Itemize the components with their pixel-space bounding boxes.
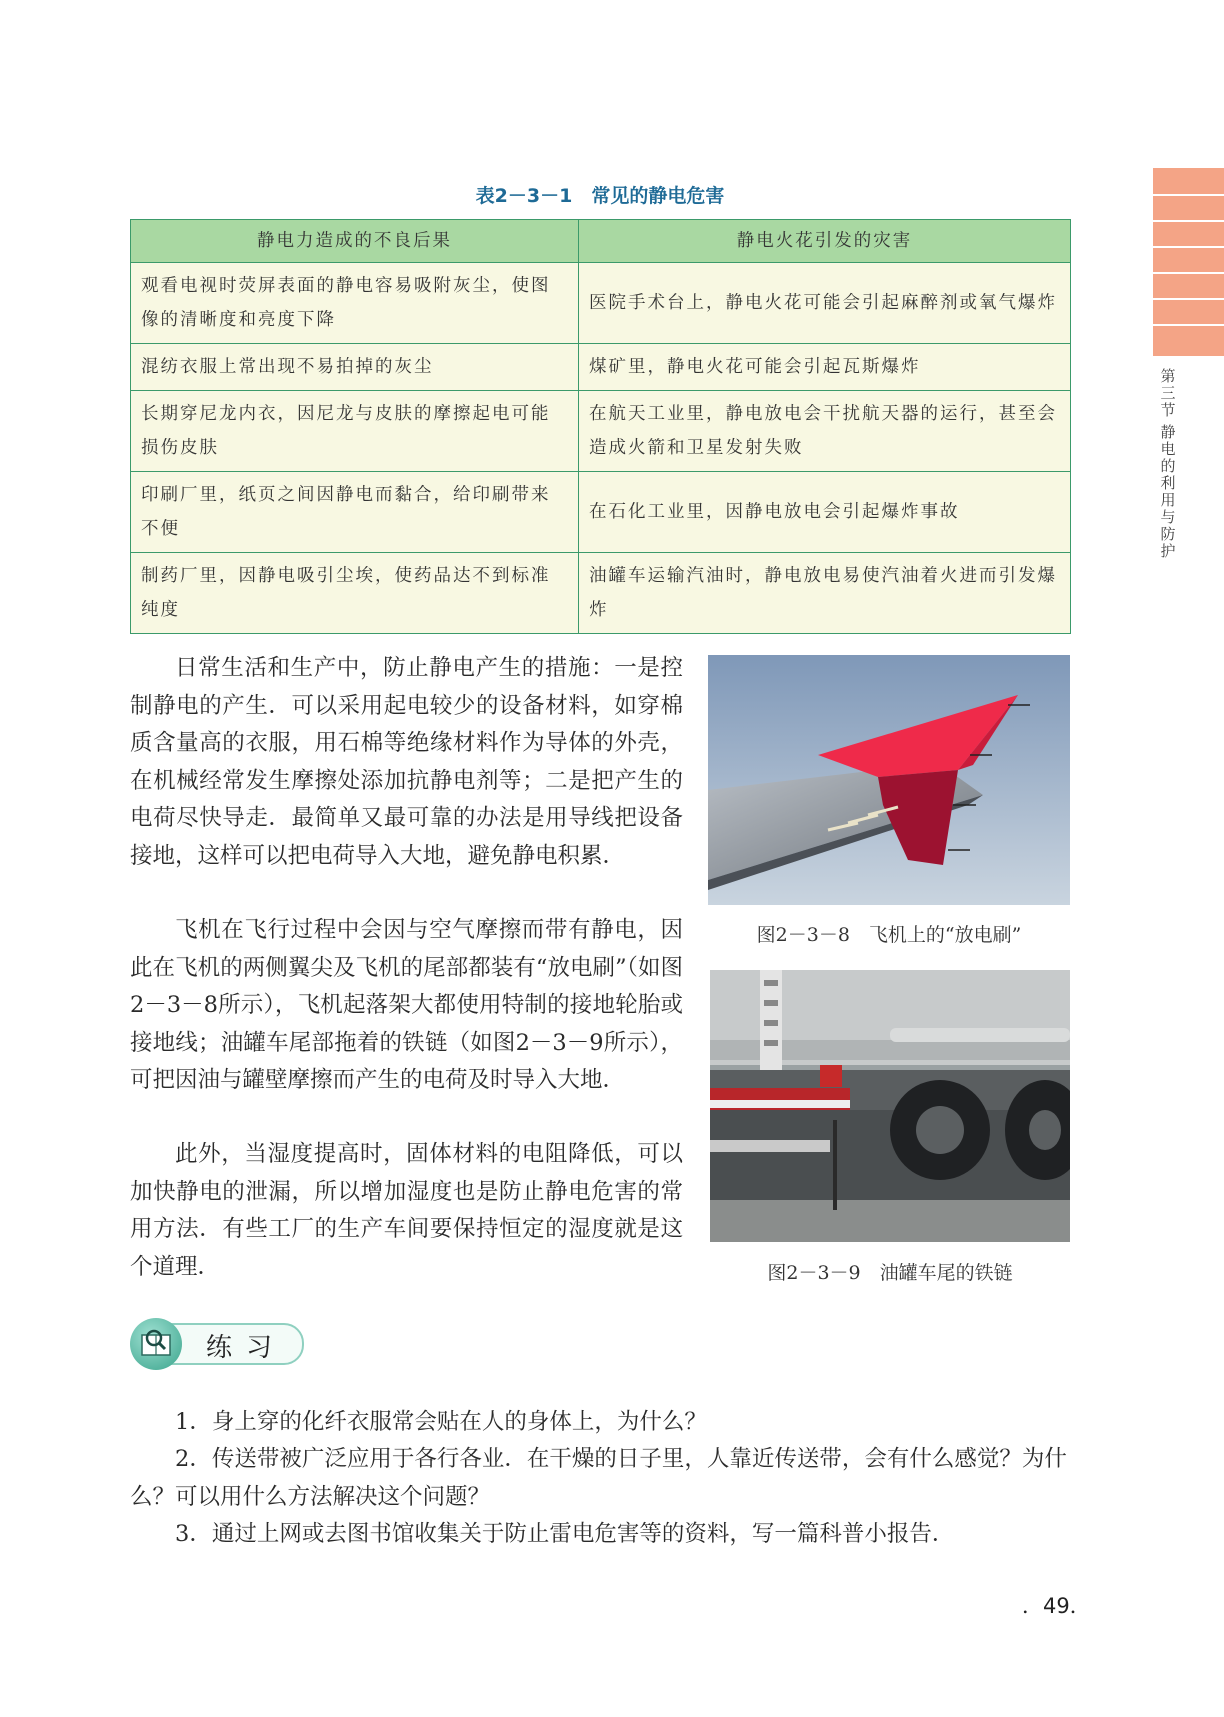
table-header-cell: 静电火花引发的灾害 xyxy=(579,220,1071,263)
paragraph-humidity: 此外，当湿度提高时，固体材料的电阻降低，可以加快静电的泄漏，所以增加湿度也是防止静电危害的常用方法．有些工厂的生产车间要保持恒定的湿度就是这个道理． xyxy=(130,1141,683,1280)
hazard-table xyxy=(130,219,1071,634)
magnifier-book-icon xyxy=(130,1318,182,1370)
exercise-question: 2．传送带被广泛应用于各行各业．在干燥的日子里，人靠近传送带，会有什么感觉？为什么？可以用什么方法解决这个问题？ xyxy=(130,1446,1067,1510)
table-cell: 印刷厂里，纸页之间因静电而黏合，给印刷带来不便 xyxy=(131,472,579,553)
exercise-heading-badge xyxy=(130,1318,302,1368)
table-cell: 油罐车运输汽油时，静电放电易使汽油着火进而引发爆炸 xyxy=(579,553,1071,634)
paragraph-discharge-brush: 飞机在飞行过程中会因与空气摩擦而带有静电，因此在飞机的两侧翼尖及飞机的尾部都装有“放电刷”（如图2－3－8所示），飞机起落架大都使用特制的接地轮胎或接地线；油罐车尾部拖着的铁链（如图2－3－9所示），可把因油与罐壁摩擦而产生的电荷及时导入大地． xyxy=(130,917,683,1093)
exercise-question: 1．身上穿的化纤衣服常会贴在人的身体上，为什么？ xyxy=(175,1409,707,1435)
paragraph-static-prevention: 日常生活和生产中，防止静电产生的措施：一是控制静电的产生．可以采用起电较少的设备材料，如穿棉质含量高的衣服，用石棉等绝缘材料作为导体的外壳，在机械经常发生摩擦处添加抗静电剂等；二是把产生的电荷尽快导走．最简单又最可靠的办法是用导线把设备接地，这样可以把电荷导入大地，避免静电积累． xyxy=(130,655,683,869)
table-cell: 混纺衣服上常出现不易拍掉的灰尘 xyxy=(131,344,579,391)
table-cell: 医院手术台上，静电火花可能会引起麻醉剂或氧气爆炸 xyxy=(579,263,1071,344)
table-caption: 表2－3－1 常见的静电危害 xyxy=(475,185,725,207)
side-chapter-label: 静电的利用与防护 xyxy=(1160,423,1176,560)
exercise-question: 3．通过上网或去图书馆收集关于防止雷电危害等的资料，写一篇科普小报告． xyxy=(175,1521,955,1547)
table-cell: 在石化工业里，因静电放电会引起爆炸事故 xyxy=(579,472,1071,553)
table-header-row xyxy=(131,220,1071,263)
side-section-label: 第三节 xyxy=(1160,367,1176,419)
figure-caption-tanker: 图2－3－9 油罐车尾的铁链 xyxy=(767,1262,1013,1284)
page-number: ．49． xyxy=(1022,1594,1091,1618)
table-cell: 在航天工业里，静电放电会干扰航天器的运行，甚至会造成火箭和卫星发射失败 xyxy=(579,391,1071,472)
table-cell: 长期穿尼龙内衣，因尼龙与皮肤的摩擦起电可能损伤皮肤 xyxy=(131,391,579,472)
table-row xyxy=(131,263,1071,344)
exercise-title: 练习 xyxy=(206,1333,287,1363)
table-row xyxy=(131,553,1071,634)
table-row xyxy=(131,344,1071,391)
chapter-side-tab xyxy=(1153,168,1224,356)
figure-caption-airplane: 图2－3－8 飞机上的“放电刷” xyxy=(756,924,1022,946)
table-row xyxy=(131,472,1071,553)
table-row xyxy=(131,391,1071,472)
table-cell: 煤矿里，静电火花可能会引起瓦斯爆炸 xyxy=(579,344,1071,391)
tanker-truck-photo xyxy=(710,970,1070,1242)
airplane-wing-photo xyxy=(708,655,1070,905)
table-header-cell: 静电力造成的不良后果 xyxy=(131,220,579,263)
table-cell: 制药厂里，因静电吸引尘埃，使药品达不到标准纯度 xyxy=(131,553,579,634)
table-cell: 观看电视时荧屏表面的静电容易吸附灰尘，使图像的清晰度和亮度下降 xyxy=(131,263,579,344)
